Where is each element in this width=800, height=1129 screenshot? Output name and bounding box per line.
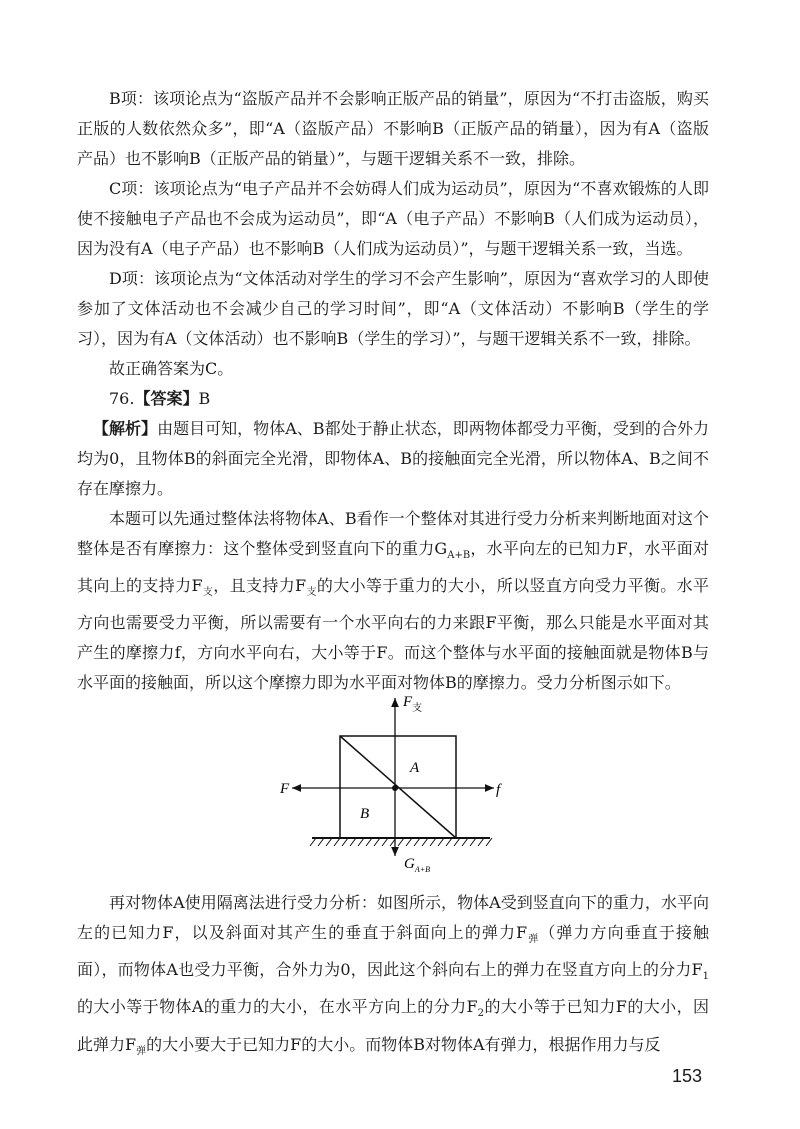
subscript-elastic-2: 弹 <box>136 1045 147 1057</box>
analysis-paragraph-3 <box>77 888 709 1067</box>
subscript-support: 支 <box>202 587 214 599</box>
answer-value: B <box>198 389 211 408</box>
analysis-paragraph-2 <box>77 504 709 698</box>
analysis-3-part-e: 的大小要大于已知力F的大小。而物体B对物体A有弹力，根据作用力与反 <box>146 1034 661 1054</box>
force-diagram <box>270 688 530 880</box>
answer-line: 故正确答案为C。 <box>109 359 234 378</box>
analysis-2-part-b: ，水平向左的已知力F，水平面对其向上的支持力F <box>77 539 709 596</box>
subscript-a-plus-b: A+B <box>447 550 471 562</box>
label-block-a: A <box>410 760 420 776</box>
incline-diagonal <box>340 736 456 838</box>
question-number: 76. <box>109 389 135 408</box>
answer-tag: 【答案】 <box>134 389 199 408</box>
analysis-3-part-d: 的大小等于已知力F的大小，因此弹力F <box>77 997 709 1054</box>
subscript-elastic: 弹 <box>527 934 540 946</box>
label-gravity: $G_{A+B}$ <box>404 856 431 874</box>
label-friction: f <box>496 782 501 798</box>
subscript-1: 1 <box>702 971 709 983</box>
subscript-2: 2 <box>477 1008 485 1020</box>
analysis-2-part-c: ，且支持力F <box>213 576 307 596</box>
paragraph-option-d: D项：该项论点为“文体活动对学生的学习不会产生影响”，原因为“喜欢学习的人即使参加了文体活动也不会减少自己的学习时间”，即“A（文体活动）不影响B（学生的学习），因为有A（文体活动）也不影响B（学生的学习）”，与题干逻辑关系不一致，排除。 <box>77 269 709 348</box>
subscript-support-2: 支 <box>306 587 317 599</box>
analysis-2-part-d: 的大小等于重力的大小，所以竖直方向受力平衡。水平方向也需要受力平衡，所以需要有一个水平向右的力来跟F平衡，那么只能是水平面对其产生的摩擦力f，方向水平向右，大小等于F。而这个整体与水平面的接触面就是物体B与水平面的接触面，所以这个摩擦力即为水平面对物体B的摩擦力。受力分析图示如下。 <box>77 576 710 693</box>
label-applied-force: F <box>280 781 290 797</box>
analysis-paragraph-1 <box>77 414 709 504</box>
question-76-header <box>77 384 709 414</box>
analysis-text-1: 由题目可知，物体A、B都处于静止状态，即两物体都受力平衡，受到的合外力均为0，且物体B的斜面完全光滑，即物体A、B的接触面完全光滑，所以物体A、B之间不存在摩擦力。 <box>77 419 709 498</box>
label-support-force: $F_支$ <box>403 694 423 714</box>
label-block-b: B <box>360 806 370 822</box>
paragraph-option-c: C项：该项论点为“电子产品并不会妨碍人们成为运动员”，原因为“不喜欢锻炼的人即使不接触电子产品也不会成为运动员”，即“A（电子产品）不影响B（人们成为运动员），因为没有A（电子产品）也不影响B（人们成为运动员）”，与题干逻辑关系一致，当选。 <box>77 179 709 258</box>
analysis-3-part-a: 再对物体A使用隔离法进行受力分析：如图所示，物体A受到竖直向下的重力，水平向左的已知力F，以及斜面对其产生的垂直于斜面向上的弹力F <box>77 893 709 942</box>
analysis-3-part-c: 的大小等于物体A的重力的大小，在水平方向上的分力F <box>77 997 478 1017</box>
center-point <box>392 785 398 791</box>
analysis-3-part-b: （弹力方向垂直于接触面），而物体A也受力平衡，合外力为0，因此这个斜向右上的弹力在竖直方向上的分力F <box>77 923 709 980</box>
analysis-tag: 【解析】 <box>93 419 158 438</box>
ground-hatching <box>310 838 492 846</box>
page-number: 153 <box>672 1066 703 1086</box>
paragraph-option-b: B项：该项论点为“盗版产品并不会影响正版产品的销量”，原因为“不打击盗版，购买正版的人数依然众多”，即“A（盗版产品）不影响B（正版产品的销量），因为有A（盗版产品）也不影响B（正版产品的销量）”，与题干逻辑关系不一致，排除。 <box>77 89 709 168</box>
analysis-2-part-a: 本题可以先通过整体法将物体A、B看作一个整体对其进行受力分析来判断地面对这个整体是否有摩擦力：这个整体受到竖直向下的重力G <box>77 509 709 558</box>
